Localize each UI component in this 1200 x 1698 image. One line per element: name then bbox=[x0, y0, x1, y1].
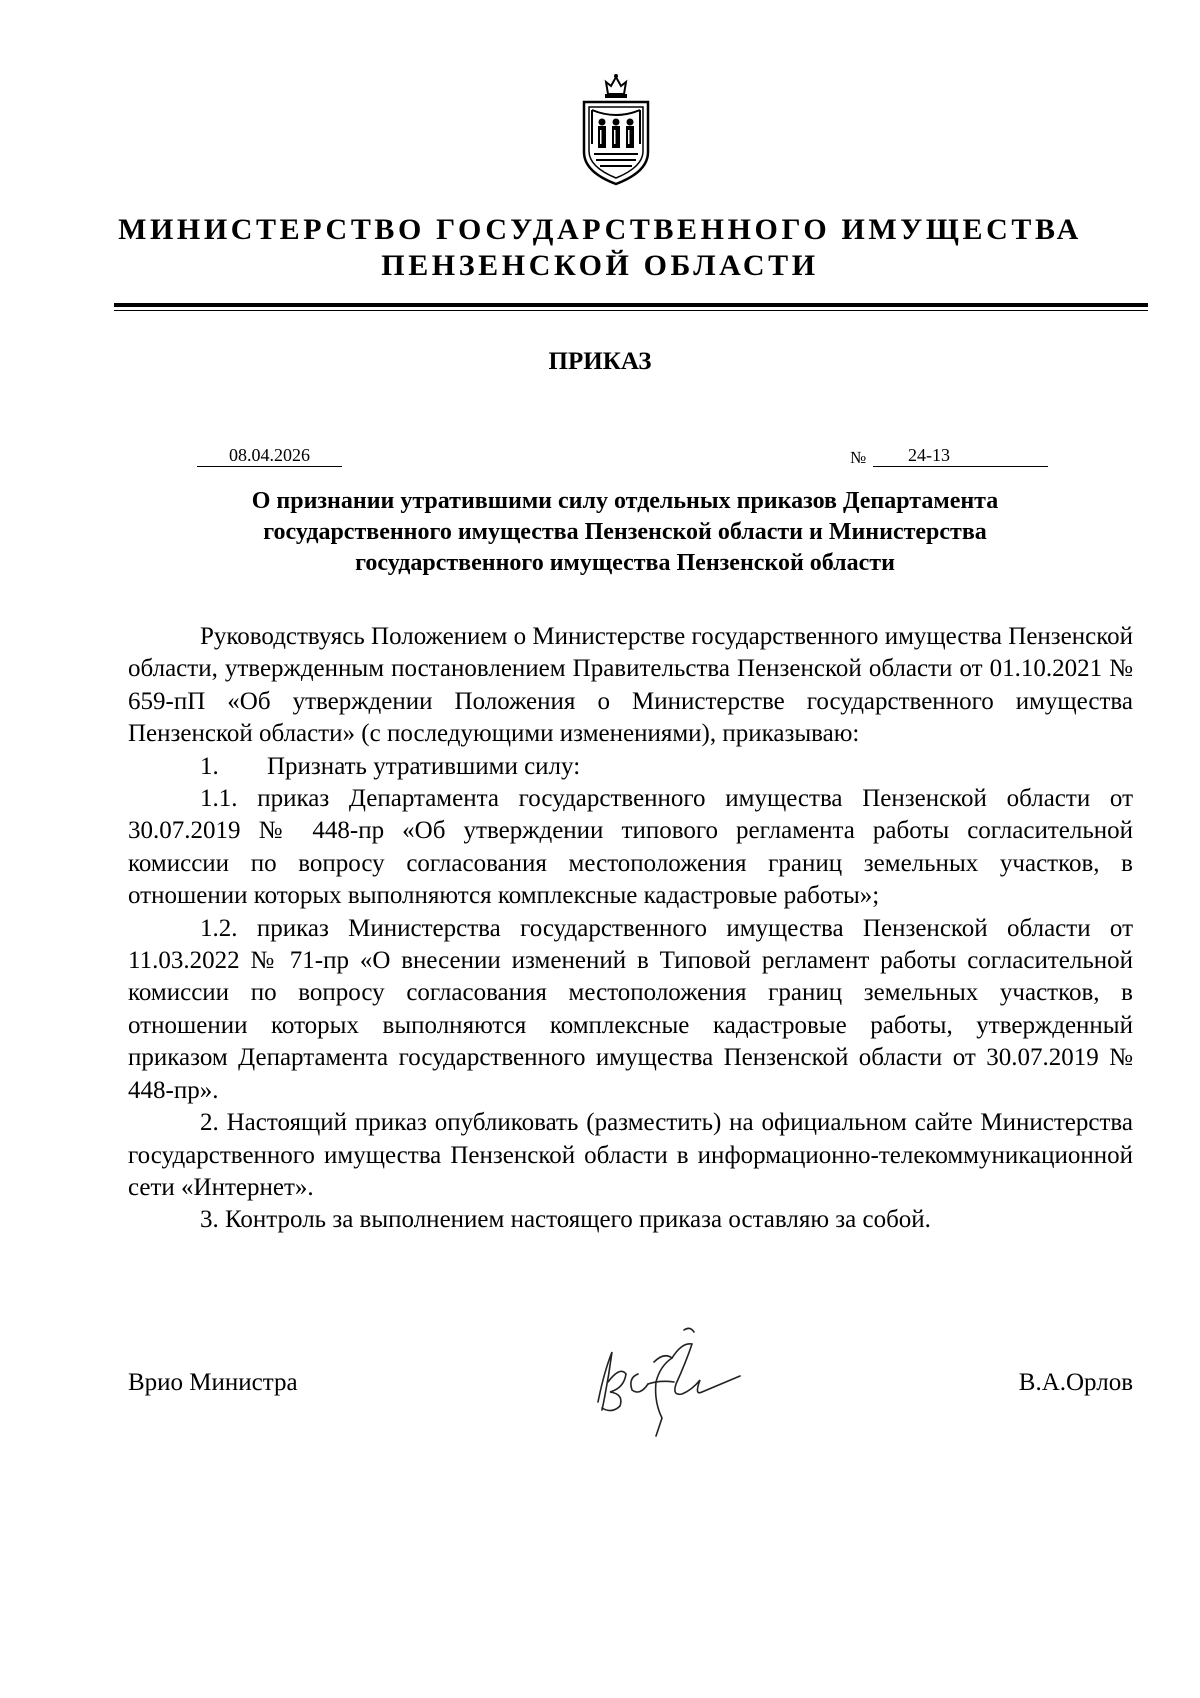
item-2-paragraph: 2. Настоящий приказ опубликовать (разместить) на официальном сайте Министерства государственного имущества Пензенской области в информационно-телекоммуникационной сети «Интернет». bbox=[128, 1109, 1133, 1201]
handwritten-signature-icon bbox=[590, 1322, 750, 1440]
header-divider-thin bbox=[114, 310, 1148, 311]
ministry-name-line1: МИНИСТЕРСТВО ГОСУДАРСТВЕННОГО ИМУЩЕСТВА bbox=[118, 213, 1082, 246]
subject-line: государственного имущества Пензенской области bbox=[355, 550, 895, 576]
document-type-title: ПРИКАЗ bbox=[548, 348, 652, 375]
item-1-paragraph bbox=[128, 751, 1133, 783]
document-subject bbox=[150, 486, 1100, 579]
subject-line: О признании утратившими силу отдельных приказов Департамента bbox=[251, 488, 999, 514]
subject-line: государственного имущества Пензенской области и Министерства bbox=[263, 519, 987, 545]
document-date: 08.04.2026 bbox=[197, 444, 342, 467]
number-sign: № bbox=[850, 448, 867, 467]
preamble-paragraph: Руководствуясь Положением о Министерстве государственного имущества Пензенской области, утвержденным постановлением Правительства Пензенской области от 01.10.2021 № 659-пП «Об утверждении Положения о Министерстве государственного имущества Пензенской области» (с последующими изменениями), приказываю: bbox=[128, 623, 1133, 748]
item-1-1-paragraph: 1.1. приказ Департамента государственного имущества Пензенской области от 30.07.2019 № 448-пр «Об утверждении типового регламента работы согласительной комиссии по вопросу согласования местоположения границ земельных участков, в отношении которых выполняются комплексные кадастровые работы»; bbox=[128, 785, 1133, 910]
header-divider-thick bbox=[114, 303, 1148, 307]
coat-of-arms-icon bbox=[578, 74, 654, 188]
signer-position: Врио Министра bbox=[128, 1369, 298, 1396]
signer-name: В.А.Орлов bbox=[1018, 1369, 1133, 1396]
document-number: 24-13 bbox=[873, 444, 1048, 467]
document-body bbox=[128, 621, 1133, 1237]
item-1-number: 1. bbox=[200, 752, 219, 780]
item-3-paragraph: 3. Контроль за выполнением настоящего приказа оставляю за собой. bbox=[200, 1206, 931, 1234]
item-1-text: Признать утратившими силу: bbox=[267, 752, 581, 780]
item-1-2-paragraph: 1.2. приказ Министерства государственного имущества Пензенской области от 11.03.2022 № 71-пр «О внесении изменений в Типовой регламент работы согласительной комиссии по вопросу согласования местоположения границ земельных участков, в отношении которых выполняются комплексные кадастровые работы, утвержденный приказом Департамента государственного имущества Пензенской области от 30.07.2019 № 448-пр». bbox=[128, 914, 1133, 1104]
ministry-name-line2: ПЕНЗЕНСКОЙ ОБЛАСТИ bbox=[381, 249, 819, 282]
